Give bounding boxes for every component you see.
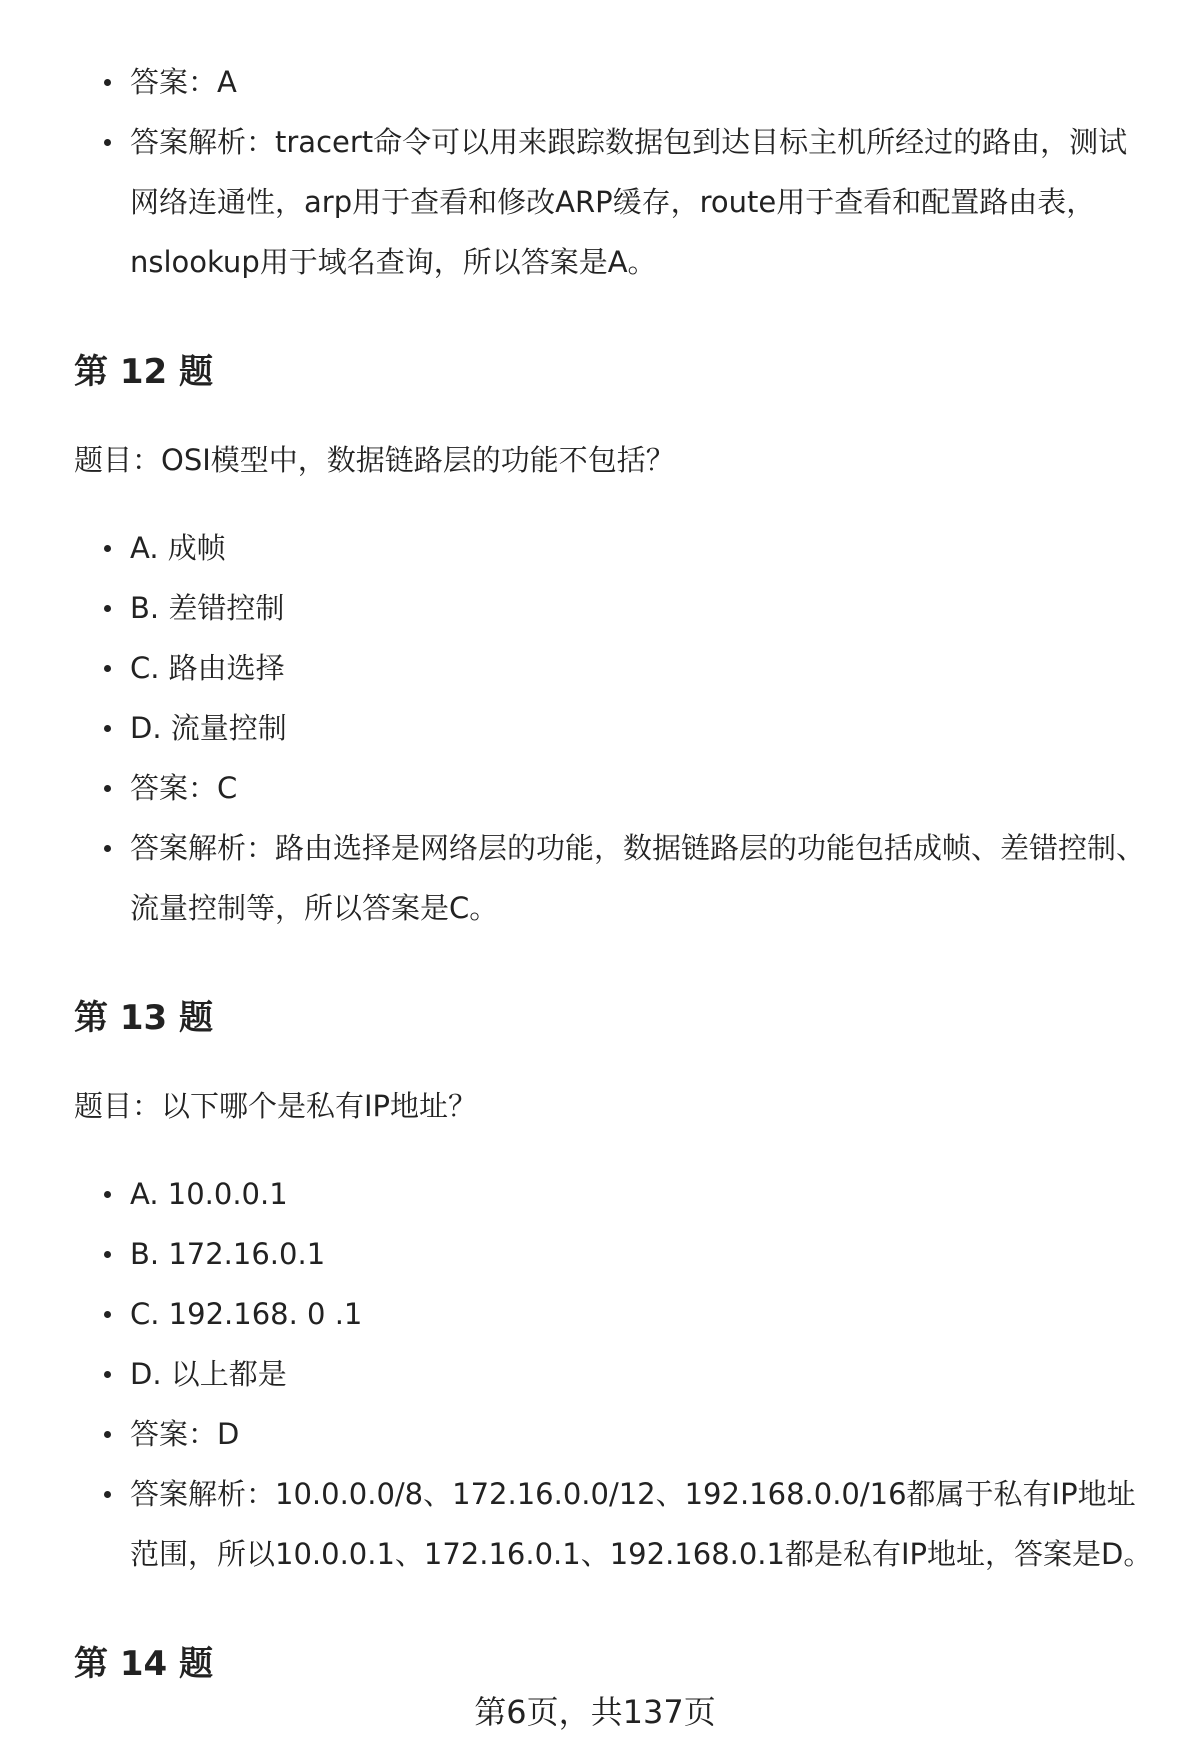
q13-option-d: D. 以上都是	[74, 1344, 1154, 1404]
q13-explanation: 答案解析：10.0.0.0/8、172.16.0.0/12、192.168.0.0/16都属于私有IP地址范围，所以10.0.0.1、172.16.0.1、192.168.0.1都是私有IP地址，答案是D。	[74, 1464, 1154, 1584]
q11-explanation: 答案解析：tracert命令可以用来跟踪数据包到达目标主机所经过的路由，测试网络连通性，arp用于查看和修改ARP缓存，route用于查看和配置路由表，nslookup用于域名查询，所以答案是A。	[74, 112, 1154, 292]
q13-question: 题目：以下哪个是私有IP地址？	[74, 1089, 478, 1123]
q14-heading: 第 14 题	[74, 1644, 213, 1684]
q12-option-d: D. 流量控制	[74, 698, 1154, 758]
q13-heading: 第 13 题	[74, 998, 213, 1038]
q12-heading: 第 12 题	[74, 352, 213, 392]
q12-option-c: C. 路由选择	[74, 638, 1154, 698]
q12-answer: 答案：C	[74, 758, 1154, 818]
q13-option-a: A. 10.0.0.1	[74, 1164, 1154, 1224]
q12-question: 题目：OSI模型中，数据链路层的功能不包括？	[74, 443, 675, 477]
q12-options-list	[74, 518, 1154, 938]
page-footer: 第6页，共137页	[474, 1693, 716, 1731]
q13-option-b: B. 172.16.0.1	[74, 1224, 1154, 1284]
q11-answer-list	[74, 52, 1154, 292]
q13-answer: 答案：D	[74, 1404, 1154, 1464]
q12-option-b: B. 差错控制	[74, 578, 1154, 638]
q12-explanation: 答案解析：路由选择是网络层的功能，数据链路层的功能包括成帧、差错控制、流量控制等，所以答案是C。	[74, 818, 1154, 938]
page-content	[74, 52, 1154, 1686]
q11-answer: 答案：A	[74, 52, 1154, 112]
q13-option-c: C. 192.168. 0 .1	[74, 1284, 1154, 1344]
q13-options-list	[74, 1164, 1154, 1584]
q12-option-a: A. 成帧	[74, 518, 1154, 578]
